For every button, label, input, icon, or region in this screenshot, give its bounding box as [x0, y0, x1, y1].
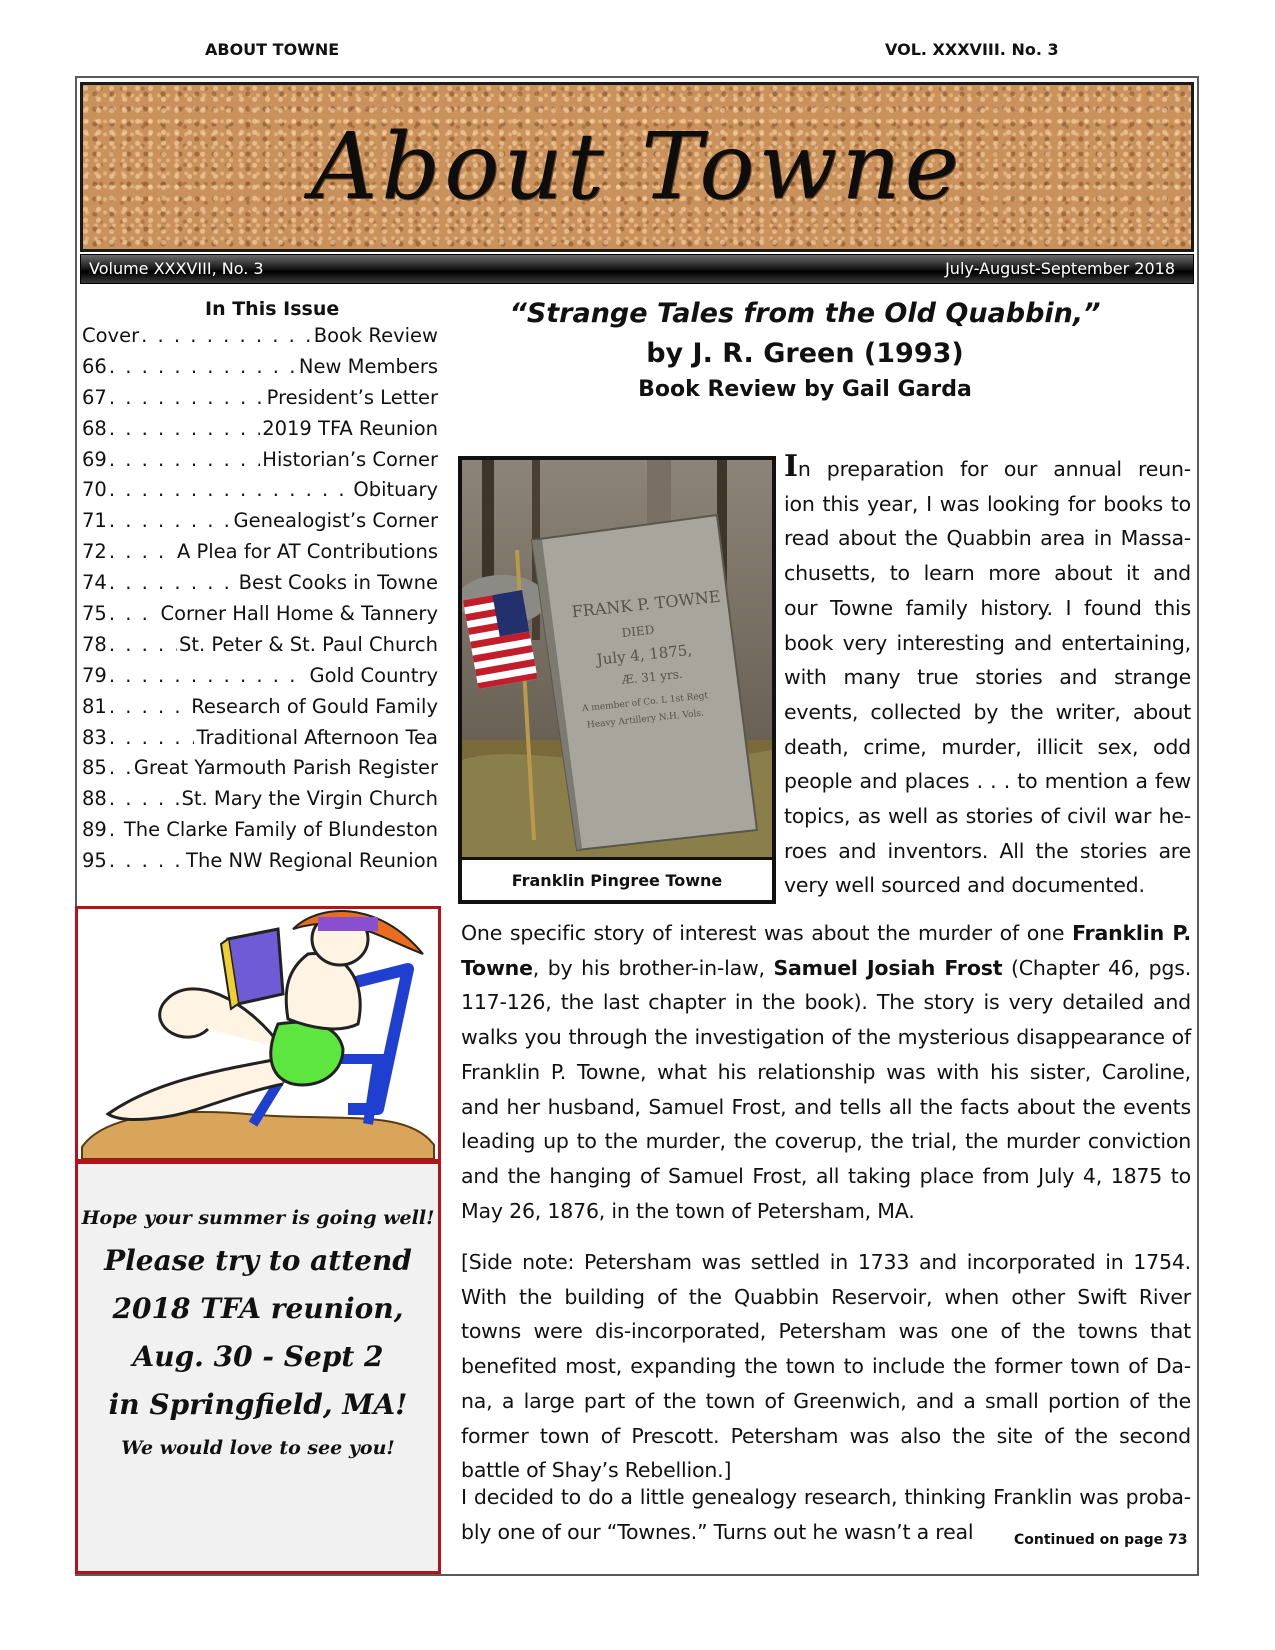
text-line: and the hanging of Samuel Frost, all taking place from July 4, 1875 to: [461, 1163, 1191, 1188]
toc-page: 89: [82, 818, 107, 842]
stone-line-3: July 4, 1875,: [595, 640, 693, 669]
toc-page: 85: [82, 756, 107, 780]
toc-page: 69: [82, 447, 107, 471]
toc-page: 70: [82, 478, 107, 502]
toc-page: 68: [82, 416, 107, 440]
toc-label: The Clarke Family of Blundeston: [123, 818, 438, 842]
text-line: our Towne family history. I found this: [784, 595, 1191, 620]
toc-label: Research of Gould Family: [191, 694, 438, 718]
toc-label: Corner Hall Home & Tannery: [160, 602, 438, 626]
masthead-title: About Towne: [310, 113, 964, 220]
promo-message: [78, 1199, 438, 1467]
toc-item: [82, 664, 438, 695]
toc-label: St. Peter & St. Paul Church: [179, 632, 438, 656]
text-line: book very interesting and entertaining,: [784, 630, 1191, 655]
stone-line-4: Æ. 31 yrs.: [620, 666, 684, 688]
continued-note: Continued on page 73: [1014, 1532, 1188, 1548]
toc-label: Great Yarmouth Parish Register: [133, 756, 438, 780]
toc-item: [82, 417, 438, 448]
toc-page: 67: [82, 385, 107, 409]
text-line: walks you through the investigation of the mysterious disappearance of: [461, 1025, 1191, 1050]
stone-line-2: DIED: [620, 622, 655, 641]
promo-line-3: 2018 TFA reunion,: [112, 1292, 404, 1325]
toc-label: President’s Letter: [266, 385, 438, 409]
text-line: I decided to do a little genealogy research, thinking Franklin was proba-: [461, 1485, 1191, 1509]
toc-leader: [109, 448, 260, 471]
text-line: former town of Prescott. Petersham was also the site of the second: [461, 1423, 1191, 1448]
para2-rest: [461, 985, 1191, 1228]
article-paragraph-2: [461, 916, 1191, 1228]
text-line: read about the Quabbin area in Massa-: [784, 526, 1191, 551]
para2-line-2: Towne, by his brother-in-law, Samuel Josiah Frost (Chapter 46, pgs.: [461, 955, 1192, 980]
text-line: bly one of our “Townes.” Turns out he wasn’t a real: [461, 1519, 974, 1544]
toc-leader: [109, 602, 159, 625]
toc-label: The NW Regional Reunion: [186, 849, 438, 873]
text-line: Franklin P. Towne, what his relationship was with his sister, Caroline,: [461, 1059, 1191, 1084]
toc-leader: [109, 478, 352, 501]
reunion-promo-box: [75, 906, 441, 1574]
toc-leader: [109, 386, 265, 409]
toc-page: 66: [82, 354, 107, 378]
toc-page: 75: [82, 602, 107, 626]
toc-page: 79: [82, 663, 107, 687]
text-line: events, collected by the writer, about: [784, 699, 1191, 724]
text-line: May 26, 1876, in the town of Petersham, MA.: [461, 1198, 915, 1223]
toc-leader: [109, 849, 184, 872]
toc-item: [82, 386, 438, 417]
text-line: na, a large part of the town of Greenwich, and a small portion of the: [461, 1388, 1191, 1413]
toc-page: 81: [82, 694, 107, 718]
toc-leader: [109, 726, 195, 749]
toc-page: 72: [82, 540, 107, 564]
toc-label: St. Mary the Virgin Church: [181, 787, 438, 811]
toc-leader: [141, 324, 312, 347]
toc-page: 78: [82, 632, 107, 656]
toc-item: [82, 726, 438, 757]
toc-label: Genealogist’s Corner: [233, 509, 438, 533]
toc-item: [82, 787, 438, 818]
toc-item: [82, 633, 438, 664]
toc-leader: [109, 417, 260, 440]
toc-item: [82, 324, 438, 355]
promo-line-5: in Springfield, MA!: [108, 1388, 408, 1421]
toc-leader: [109, 633, 177, 656]
stone-line-6: Heavy Artillery N.H. Vols.: [586, 708, 705, 731]
toc-page: 71: [82, 509, 107, 533]
toc-leader: [109, 818, 122, 841]
text-line: roes and inventors. All the stories are: [784, 838, 1191, 863]
toc-item: [82, 695, 438, 726]
article-title: “Strange Tales from the Old Quabbin,”: [509, 298, 1101, 329]
beach-reader-icon: [78, 909, 438, 1159]
toc-leader: [109, 664, 308, 687]
text-line: and her husband, Samuel Frost, and tells all the facts about the events: [461, 1094, 1191, 1119]
toc-item: [82, 849, 438, 880]
text-line: leading up to the murder, the coverup, the trial, the murder conviction: [461, 1129, 1191, 1154]
toc-leader: [109, 355, 297, 378]
name-franklin-1: Franklin P.: [1072, 921, 1192, 945]
masthead: [80, 82, 1194, 252]
issue-date: July-August-September 2018: [945, 259, 1175, 278]
text-line: [Side note: Petersham was settled in 1733 and incorporated in 1754.: [461, 1250, 1191, 1274]
text-line: battle of Shay’s Rebellion.]: [461, 1458, 732, 1483]
toc-leader: [109, 695, 189, 718]
toc-label: 2019 TFA Reunion: [262, 416, 438, 440]
promo-line-2: Please try to attend: [104, 1244, 412, 1277]
toc-item: [82, 509, 438, 540]
article-byline: by J. R. Green (1993): [646, 338, 964, 369]
toc-leader: [109, 756, 132, 779]
toc-leader: [109, 787, 180, 810]
drop-cap: I: [784, 449, 798, 484]
volume-bar: [80, 254, 1194, 284]
text-line: towns were dis-incorporated, Petersham was one of the towns that: [461, 1319, 1191, 1344]
stone-line-1: FRANK P. TOWNE: [570, 586, 722, 622]
text-line: benefited most, expanding the town to include the former town of Da-: [461, 1354, 1191, 1379]
photo-caption: Franklin Pingree Towne: [462, 857, 772, 900]
toc-label: Historian’s Corner: [262, 447, 438, 471]
toc-item: [82, 540, 438, 571]
volume-label: Volume XXXVIII, No. 3: [89, 259, 264, 278]
toc-leader: [109, 540, 175, 563]
text-line: chusetts, to learn more about it and: [784, 561, 1191, 586]
article-paragraph-3: [461, 1245, 1191, 1488]
toc-item: [82, 448, 438, 479]
name-samuel-frost: Samuel Josiah Frost: [773, 955, 1003, 980]
running-head-right: VOL. XXXVIII. No. 3: [885, 40, 1059, 59]
toc-label: Book Review: [313, 324, 438, 347]
text-line: topics, as well as stories of civil war he-: [784, 804, 1191, 829]
toc-list: [82, 324, 438, 880]
toc-title: In This Issue: [205, 298, 340, 320]
stone-line-5: A member of Co. L 1st Regt: [581, 691, 709, 715]
text-line: very well sourced and documented.: [784, 873, 1145, 898]
promo-line-1: Hope your summer is going well!: [81, 1207, 435, 1229]
reader-illustration: [78, 909, 438, 1164]
text-line: In preparation for our annual reun-: [784, 449, 1191, 484]
toc-page: 95: [82, 849, 107, 873]
promo-line-4: Aug. 30 - Sept 2: [132, 1340, 384, 1373]
text-line: death, crime, murder, illicit sex, odd: [784, 734, 1191, 759]
toc-item: [82, 756, 438, 787]
toc-page: 88: [82, 787, 107, 811]
toc-item: [82, 355, 438, 386]
text-line: 117-126, the last chapter in the book). The story is very detailed and: [461, 990, 1191, 1015]
article-reviewer: Book Review by Gail Garda: [638, 377, 972, 402]
toc-label: New Members: [298, 354, 438, 378]
toc-page: 74: [82, 571, 107, 595]
article-paragraph-1: [784, 450, 1191, 903]
text-line: people and places . . . to mention a few: [784, 769, 1191, 794]
toc-label: Traditional Afternoon Tea: [196, 725, 438, 749]
toc-leader: [109, 509, 232, 532]
toc-page: Cover: [82, 324, 140, 347]
toc-label: Gold Country: [309, 663, 438, 687]
toc-item: [82, 478, 438, 509]
toc-item: [82, 818, 438, 849]
gravestone-photo: [458, 456, 776, 904]
toc-label: Best Cooks in Towne: [238, 571, 438, 595]
gravestone-image: [462, 460, 772, 860]
text-line: ion this year, I was looking for books to: [784, 491, 1191, 516]
toc-item: [82, 571, 438, 602]
toc-label: Obituary: [353, 478, 438, 502]
toc-item: [82, 602, 438, 633]
para2-line-1: One specific story of interest was about the murder of one Franklin P.: [461, 921, 1192, 945]
toc-label: A Plea for AT Contributions: [176, 540, 438, 564]
running-head-left: ABOUT TOWNE: [205, 40, 340, 59]
toc-page: 83: [82, 725, 107, 749]
text-line: with many true stories and strange: [784, 665, 1191, 690]
text-line: With the building of the Quabbin Reservoir, when other Swift River: [461, 1284, 1191, 1309]
name-franklin-2: Towne: [461, 955, 533, 980]
toc-leader: [109, 571, 237, 594]
promo-line-6: We would love to see you!: [121, 1437, 395, 1459]
